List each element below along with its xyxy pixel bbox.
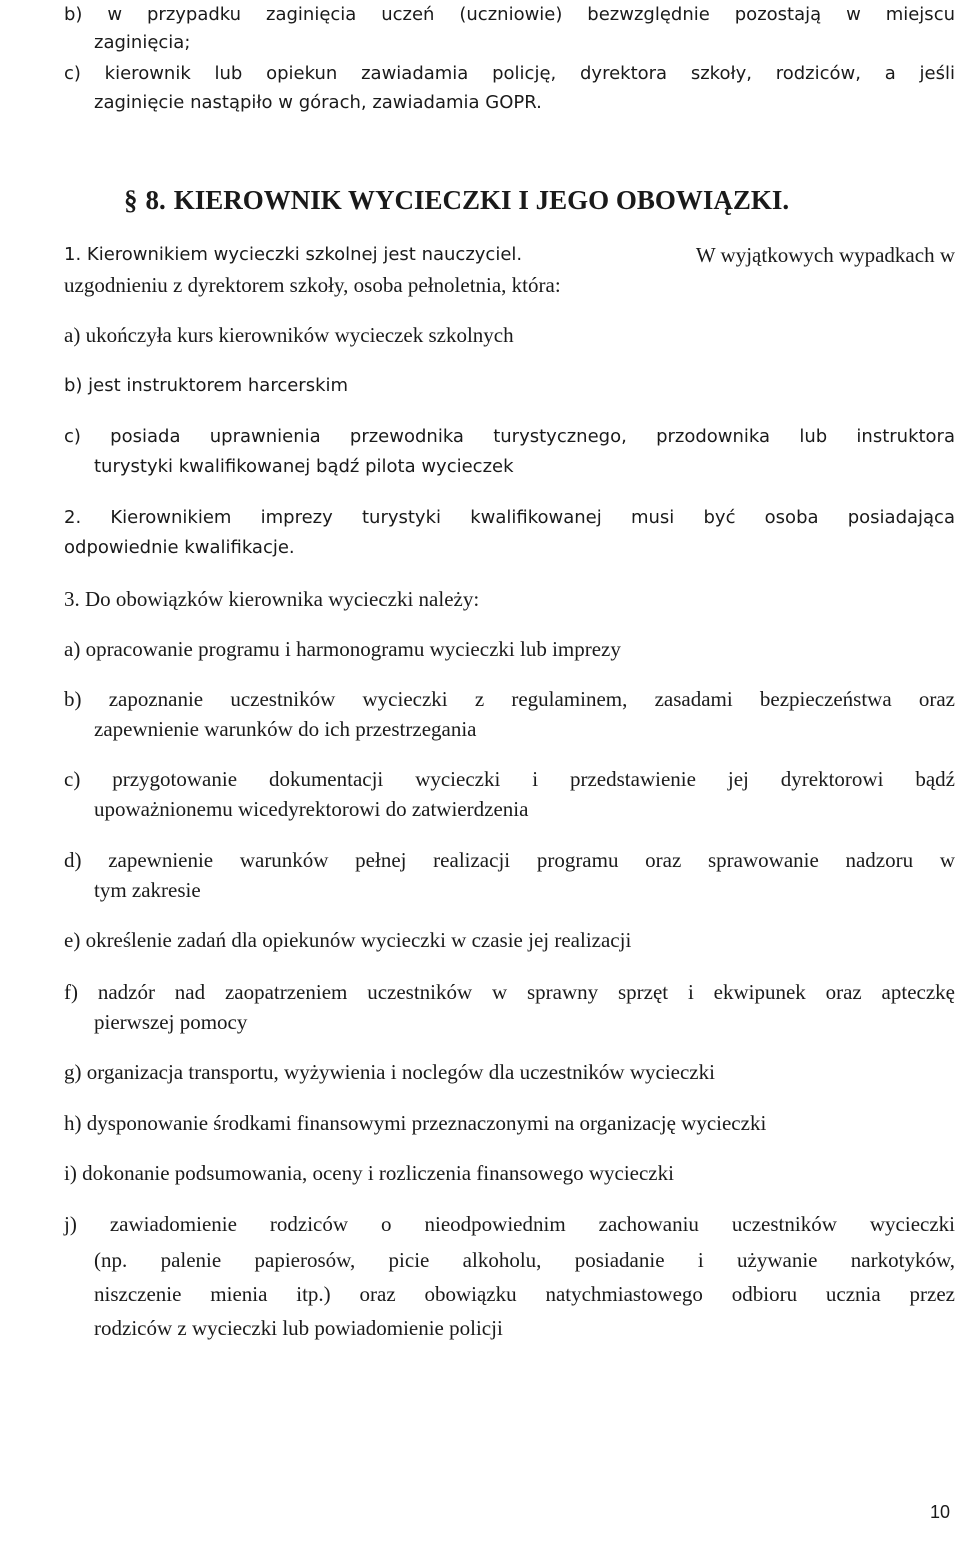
intro-item-c-line1: c) kierownik lub opiekun zawiadamia policję, dyrektora szkoły, rodziców, a jeśli [64, 63, 955, 84]
point3-item-j-line2: (np. palenie papierosów, picie alkoholu, posiadanie i używanie narkotyków, [94, 1248, 955, 1272]
section-heading [124, 182, 789, 218]
point3-item-b-line2: zapewnienie warunków do ich przestrzegania [94, 717, 477, 741]
point3-item-g: g) organizacja transportu, wyżywienia i noclegów dla uczestników wycieczki [64, 1060, 715, 1084]
point3-item-j-line1: j) zawiadomienie rodziców o nieodpowiednim zachowaniu uczestników wycieczki [64, 1212, 955, 1236]
intro-item-b-line1: b) w przypadku zaginięcia uczeń (uczniowie) bezwzględnie pozostają w miejscu [64, 4, 955, 25]
section-title: KIEROWNIK WYCIECZKI I JEGO OBOWIĄZKI. [173, 185, 790, 215]
point3-item-f-line1: f) nadzór nad zaopatrzeniem uczestników w sprawny sprzęt i ekwipunek oraz apteczkę [64, 980, 955, 1004]
point3-item-e: e) określenie zadań dla opiekunów wycieczki w czasie jej realizacji [64, 928, 632, 952]
point1-item-c-line1: c) posiada uprawnienia przewodnika turystycznego, przodownika lub instruktora [64, 426, 955, 447]
point3-item-f-line2: pierwszej pomocy [94, 1010, 248, 1034]
point1-line1-serif: W wyjątkowych wypadkach w [695, 243, 955, 267]
point1-line2: uzgodnieniu z dyrektorem szkoły, osoba pełnoletnia, która: [64, 273, 561, 297]
point1-line1 [64, 240, 955, 270]
point1-item-c-line2: turystyki kwalifikowanej bądź pilota wycieczek [94, 456, 514, 477]
point3-item-j-line4: rodziców z wycieczki lub powiadomienie policji [94, 1316, 503, 1340]
section-symbol: § [124, 185, 138, 215]
point3-item-d-line2: tym zakresie [94, 878, 201, 902]
point1-item-a: a) ukończyła kurs kierowników wycieczek szkolnych [64, 323, 514, 347]
point3-item-d-line1: d) zapewnienie warunków pełnej realizacji programu oraz sprawowanie nadzoru w [64, 848, 955, 872]
page-number: 10 [930, 1502, 951, 1522]
point2-line1: 2. Kierownikiem imprezy turystyki kwalifikowanej musi być osoba posiadająca [64, 507, 955, 528]
point3-item-c-line2: upoważnionemu wicedyrektorowi do zatwierdzenia [94, 797, 529, 821]
intro-item-b-line2: zaginięcia; [94, 32, 191, 53]
point3-item-j-line3: niszczenie mienia itp.) oraz obowiązku natychmiastowego odbioru ucznia przez [94, 1282, 955, 1306]
section-number: 8. [145, 185, 166, 215]
point1-line1-sans: 1. Kierownikiem wycieczki szkolnej jest nauczyciel. [64, 244, 523, 265]
point3-item-h: h) dysponowanie środkami finansowymi przeznaczonymi na organizację wycieczki [64, 1111, 767, 1135]
point3-item-i: i) dokonanie podsumowania, oceny i rozliczenia finansowego wycieczki [64, 1161, 674, 1185]
point1-item-b: b) jest instruktorem harcerskim [64, 375, 349, 396]
intro-item-c-line2: zaginięcie nastąpiło w górach, zawiadamia GOPR. [94, 92, 542, 113]
point3-item-a: a) opracowanie programu i harmonogramu wycieczki lub imprezy [64, 637, 621, 661]
point2-line2: odpowiednie kwalifikacje. [64, 537, 295, 558]
point3-intro: 3. Do obowiązków kierownika wycieczki należy: [64, 587, 480, 611]
point3-item-c-line1: c) przygotowanie dokumentacji wycieczki i przedstawienie jej dyrektorowi bądź [64, 767, 955, 791]
point3-item-b-line1: b) zapoznanie uczestników wycieczki z regulaminem, zasadami bezpieczeństwa oraz [64, 687, 955, 711]
